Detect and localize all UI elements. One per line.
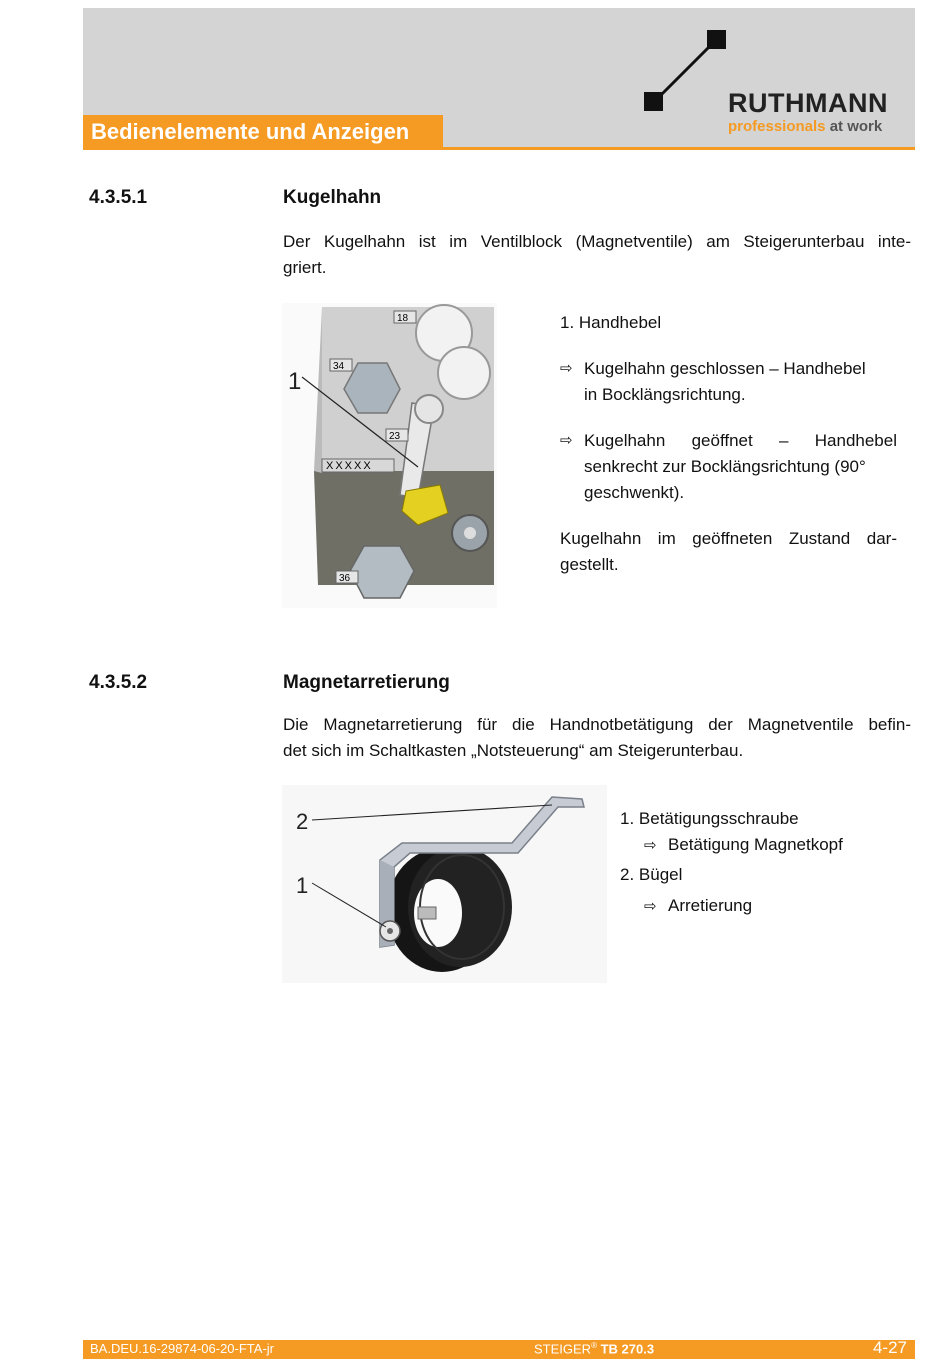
- bullet-open: [560, 428, 897, 506]
- footer-product-reg: ®: [591, 1341, 597, 1350]
- section-number-2: 4.3.5.2: [89, 672, 148, 693]
- section-title: Bedienelemente und Anzeigen: [83, 115, 443, 149]
- item-betaetigungsschraube: 1. Betätigungsschraube: [620, 809, 799, 828]
- bullet-closed-line-2: in Bocklängsrichtung.: [584, 385, 746, 404]
- intro-line-1: Der Kugelhahn ist im Ventilblock (Magnetventile) am Steigerunterbau inte-: [283, 232, 911, 251]
- footer-page-number: 4-27: [872, 1338, 907, 1357]
- bullet-open-line-1: Kugelhahn geöffnet – Handhebel: [584, 431, 897, 450]
- bullet-closed-line-1: Kugelhahn geschlossen – Handhebel: [584, 359, 866, 378]
- label-23: 23: [389, 431, 401, 442]
- footer-product-prefix: STEIGER: [534, 1341, 592, 1357]
- open-state-note: [560, 526, 897, 578]
- intro-line-2: griert.: [283, 258, 327, 277]
- logo-brand: RUTHMANN: [728, 88, 888, 118]
- bullet-open-line-2: senkrecht zur Bocklängsrichtung (90°: [584, 457, 866, 476]
- section-number: 4.3.5.1: [89, 187, 148, 208]
- item-buegel: 2. Bügel: [620, 865, 683, 884]
- section-title-magnetarretierung: Magnetarretierung: [283, 672, 450, 693]
- bullet-arretierung: [644, 893, 752, 920]
- bullet-open-line-3: geschwenkt).: [584, 483, 685, 502]
- callout-1b: 1: [296, 873, 309, 898]
- logo-tagline-2: at work: [829, 118, 883, 135]
- label-36: 36: [339, 573, 351, 584]
- callout-2: 2: [296, 809, 309, 834]
- note-line-2: gestellt.: [560, 555, 619, 574]
- arrow-right-outline-icon: ⇨: [560, 432, 573, 449]
- magnet-lock-figure: [282, 785, 607, 983]
- valve-block-figure: [282, 303, 497, 608]
- footer-product-model: TB 270.3: [600, 1341, 655, 1357]
- ruthmann-logo: [640, 26, 915, 141]
- bullet-arretierung-text: Arretierung: [668, 896, 753, 915]
- note-line-1: Kugelhahn im geöffneten Zustand dar-: [560, 529, 897, 548]
- list-item-handhebel: 1. Handhebel: [560, 313, 662, 332]
- footer-doc-id: BA.DEU.16-29874-06-20-FTA-jr: [90, 1341, 274, 1356]
- arrow-right-outline-icon: ⇨: [644, 837, 657, 854]
- arrow-right-outline-icon: ⇨: [560, 360, 573, 377]
- section-intro: [283, 229, 911, 281]
- bullet-closed: [560, 356, 897, 408]
- section-title-kugelhahn: Kugelhahn: [283, 187, 382, 208]
- arrow-right-outline-icon: ⇨: [644, 898, 657, 915]
- label-xxxxx: XXXXX: [326, 460, 373, 472]
- label-18: 18: [397, 313, 409, 324]
- label-34: 34: [333, 361, 345, 372]
- footer-product: [534, 1341, 654, 1356]
- intro2-line-1: Die Magnetarretierung für die Handnotbetätigung der Magnetventile befin-: [283, 715, 911, 734]
- footer-bar: [83, 1340, 915, 1359]
- bullet-magnetkopf-text: Betätigung Magnetkopf: [668, 835, 843, 854]
- bullet-magnetkopf: [644, 832, 843, 859]
- callout-1: 1: [288, 368, 302, 395]
- intro2-line-2: det sich im Schaltkasten „Notsteuerung“ am Steigerunterbau.: [283, 741, 744, 760]
- header-divider: [83, 147, 915, 150]
- logo-tagline-1: professionals: [728, 118, 826, 135]
- section-2-intro: [283, 712, 911, 764]
